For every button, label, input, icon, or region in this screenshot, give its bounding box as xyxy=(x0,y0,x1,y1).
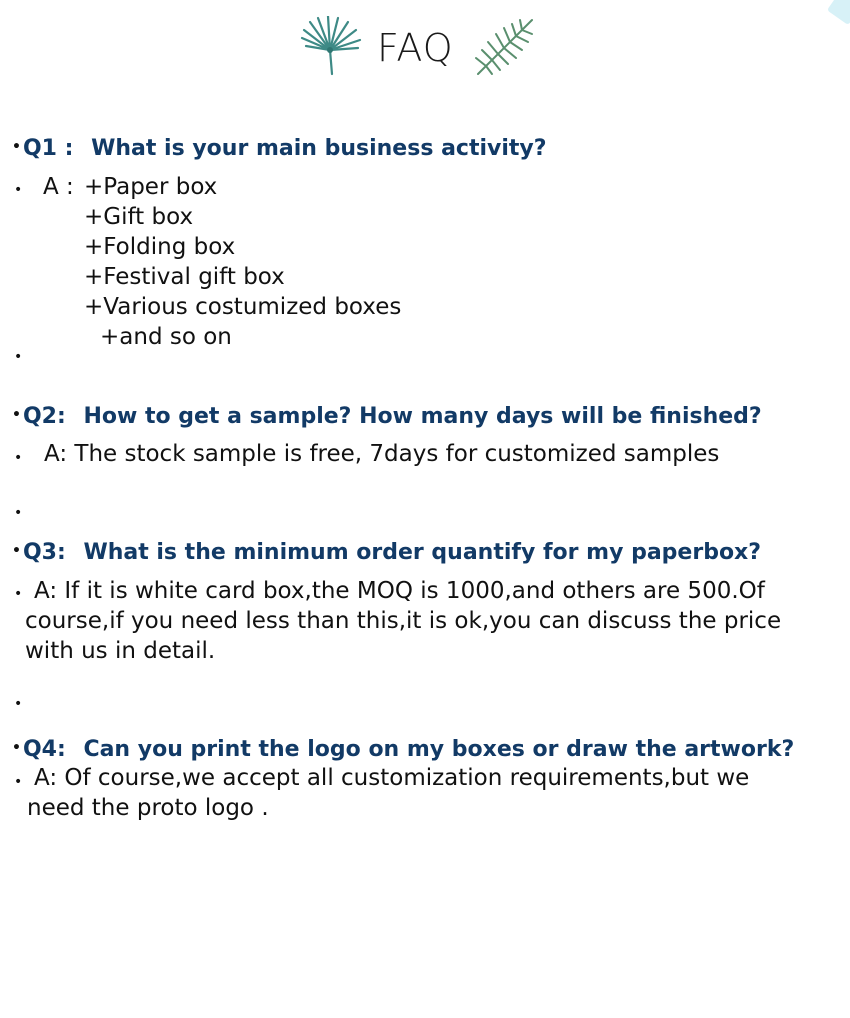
faq-question-3 xyxy=(12,536,761,568)
palm-leaf-left-icon xyxy=(296,16,366,78)
question-number: Q2: xyxy=(22,404,66,429)
faq-answer-1-item: +Festival gift box xyxy=(84,264,285,290)
faq-answer-1-item: +Paper box xyxy=(84,174,218,200)
bullet-dot: • xyxy=(12,139,21,155)
faq-answer-4-line: need the proto logo . xyxy=(27,795,269,821)
bullet-dot: • xyxy=(12,740,21,756)
question-number: Q3: xyxy=(22,540,66,565)
bullet-dot: • xyxy=(14,450,23,466)
question-number: Q1 : xyxy=(22,136,74,161)
faq-question-1 xyxy=(12,132,547,164)
faq-answer-1-item: +and so on xyxy=(100,324,232,350)
question-text: What is your main business activity? xyxy=(91,136,547,161)
fern-leaf-right-icon xyxy=(470,16,540,78)
question-text: How to get a sample? How many days will be finished? xyxy=(83,404,762,429)
faq-answer-1-item: +Various costumized boxes xyxy=(84,294,402,320)
bullet-dot: • xyxy=(12,543,21,559)
question-text: Can you print the logo on my boxes or draw the artwork? xyxy=(83,737,795,762)
page-title: FAQ xyxy=(377,26,454,70)
faq-answer-3-line: with us in detail. xyxy=(25,638,216,664)
faq-answer-1-item: +Gift box xyxy=(84,204,194,230)
faq-answer-3-line: course,if you need less than this,it is ok,you can discuss the price xyxy=(25,608,782,634)
faq-answer-1-item: +Folding box xyxy=(84,234,236,260)
bullet-dot: • xyxy=(14,182,23,198)
bullet-dot: • xyxy=(14,774,23,790)
bullet-dot: • xyxy=(14,505,23,521)
faq-answer-3-line: A: If it is white card box,the MOQ is 1000,and others are 500.Of xyxy=(34,578,765,604)
faq-answer-2: A: The stock sample is free, 7days for customized samples xyxy=(44,441,720,467)
faq-answer-4-line: A: Of course,we accept all customization requirements,but we xyxy=(34,765,750,791)
bullet-dot: • xyxy=(14,696,23,712)
faq-question-2 xyxy=(12,400,762,432)
bullet-dot: • xyxy=(12,407,21,423)
faq-answer-1-label: A : xyxy=(43,174,74,200)
question-text: What is the minimum order quantify for my paperbox? xyxy=(83,540,762,565)
bullet-dot: • xyxy=(14,349,23,365)
bullet-dot: • xyxy=(14,586,23,602)
faq-question-4 xyxy=(12,733,794,765)
question-number: Q4: xyxy=(22,737,66,762)
faq-header xyxy=(0,16,850,78)
